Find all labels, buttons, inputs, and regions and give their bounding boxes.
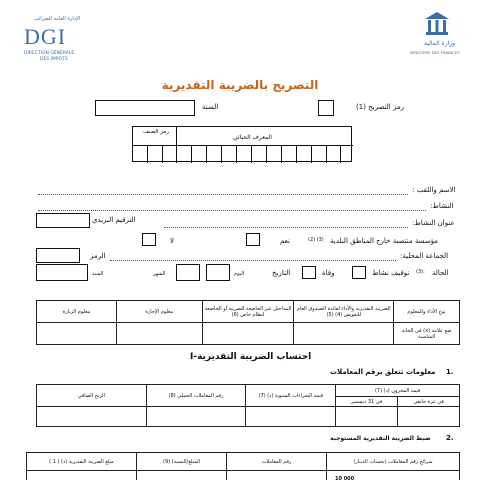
stop-activity-label: توقيف نشاط <box>372 269 410 277</box>
death-checkbox[interactable] <box>302 266 316 279</box>
inventory-end-cell[interactable] <box>336 407 398 427</box>
postal-label: الترقيم البريدي <box>92 216 136 224</box>
stop-activity-checkbox[interactable] <box>352 266 366 279</box>
activity-label: النشاط: <box>430 202 454 210</box>
turnover-table <box>36 384 460 427</box>
dgi-logo-sub2: DES IMPÔTS <box>40 57 68 62</box>
no-checkbox[interactable] <box>142 233 156 246</box>
no-label: لا <box>170 237 174 245</box>
brackets-header-1: شرائح رقم المعاملات (بحساب الدينار) <box>327 453 460 471</box>
postal-box[interactable] <box>36 213 90 228</box>
yes-checkbox[interactable] <box>246 233 260 246</box>
category-code-label: رمز الصنف <box>143 129 169 135</box>
year-label-top: السنة <box>202 103 219 111</box>
month-box[interactable] <box>176 264 200 281</box>
purchases-cell[interactable] <box>246 407 336 427</box>
name-label: الاسم واللقب : <box>412 186 456 194</box>
declaration-code-label: رمز التصريح (1) <box>356 103 404 111</box>
bracket-turnover-cell[interactable] <box>227 471 327 480</box>
taxes-cell-4[interactable] <box>116 323 202 345</box>
inventory-start-header: في غرة جانفي <box>398 397 460 407</box>
brackets-header-2: رقم المعاملات <box>227 453 327 471</box>
sub2-title: ضبط الضريبة التقديرية المستوجبة <box>330 435 431 442</box>
taxes-cell-2[interactable] <box>294 323 394 345</box>
tax-id-cells <box>133 146 353 163</box>
date-label: التاريخ <box>272 269 291 277</box>
address-field[interactable] <box>164 227 408 228</box>
taxes-table <box>36 300 460 345</box>
year-date-box[interactable] <box>36 264 88 281</box>
taxes-header-3: المداخيل غير الخاضعة للضريبة أو الخاضعة لنظام خاص (6) <box>202 301 294 323</box>
brackets-header-4: مبلغ الضريبة التقديرية (د) ( 1 ) <box>27 453 137 471</box>
year-label: السنة <box>92 271 104 277</box>
bracket-first-value: 10 000 <box>327 471 460 480</box>
status-label: الحالة <box>432 269 449 277</box>
sub1-number: 1. <box>446 368 454 376</box>
dgi-logo-sub1: DIRECTION GÉNÉRALE <box>24 51 75 56</box>
sub1-title: معلومات تتعلق برقم المعاملات <box>330 368 436 376</box>
inventory-header: قيمة المخزون (د) (7) <box>336 385 460 397</box>
net-profit-header: الربح الصافي <box>37 385 147 407</box>
tax-id-label: المعرف الجبائي <box>233 134 272 141</box>
dgi-logo-arabic: الإدارة العامة للضرائب <box>34 16 81 22</box>
ministry-logo-arabic: وزارة المالية <box>424 40 456 47</box>
taxes-header-2: الضريبة التقديرية والأداء لفائدة الصندوق العام للتعويض (4) (5) <box>294 301 394 323</box>
tax-id-grid[interactable] <box>132 126 352 162</box>
status-note: (3): <box>416 269 425 275</box>
dgi-logo-text: DGI <box>24 24 67 49</box>
page-title: التصريح بالضريبة التقديرية <box>161 78 319 92</box>
year-box[interactable] <box>95 100 195 116</box>
address-label: عنوان النشاط: <box>412 219 455 227</box>
zone-notes: (2) (3) <box>308 237 324 243</box>
taxes-row-label: ضع علامة (x) في الخانة المناسبة <box>394 323 460 345</box>
code-label: الرمز <box>90 252 106 260</box>
day-label: اليوم <box>234 271 245 277</box>
purchases-header: قيمة الشراءات السنوية (د) (7) <box>246 385 336 407</box>
sub2-number: 2. <box>446 434 454 442</box>
bracket-tax-cell[interactable] <box>27 471 137 480</box>
taxes-cell-3[interactable] <box>202 323 294 345</box>
dgi-logo <box>22 14 92 66</box>
zone-label: مؤسسة منتصبة خارج المناطق البلدية <box>330 237 439 245</box>
name-field[interactable] <box>38 194 408 195</box>
inventory-end-header: في 31 ديسمبر <box>336 397 398 407</box>
month-label: الشهر <box>153 271 166 277</box>
declaration-code-box[interactable] <box>318 100 334 116</box>
section1-title: I-احتساب الضريبة التقديرية <box>190 352 312 362</box>
tax-brackets-table <box>26 452 460 480</box>
turnover-cell[interactable] <box>146 407 246 427</box>
yes-label: نعم <box>280 237 290 245</box>
net-profit-cell[interactable] <box>37 407 147 427</box>
death-label: وفاة <box>322 269 335 277</box>
taxes-header-1: نوع الأداء والمعلوم <box>394 301 460 323</box>
municipality-label: الجماعة المحلية: <box>400 252 449 260</box>
day-box[interactable] <box>206 264 230 281</box>
taxes-header-4: معلوم الإجازة <box>116 301 202 323</box>
turnover-header: رقم المعاملات الجملي (8) <box>146 385 246 407</box>
bracket-rate-cell[interactable] <box>137 471 227 480</box>
activity-field[interactable] <box>38 210 426 211</box>
ministry-logo <box>402 10 472 66</box>
ministry-emblem-icon <box>422 10 452 38</box>
taxes-header-5: معلوم الزيارة <box>37 301 117 323</box>
taxes-cell-5[interactable] <box>37 323 117 345</box>
inventory-start-cell[interactable] <box>398 407 460 427</box>
code-box[interactable] <box>36 248 80 263</box>
brackets-header-3: المبلغ/النسبة) (9) <box>137 453 227 471</box>
ministry-logo-sub: MINISTÈRE DES FINANCES <box>410 50 460 55</box>
municipality-field[interactable] <box>110 260 396 261</box>
